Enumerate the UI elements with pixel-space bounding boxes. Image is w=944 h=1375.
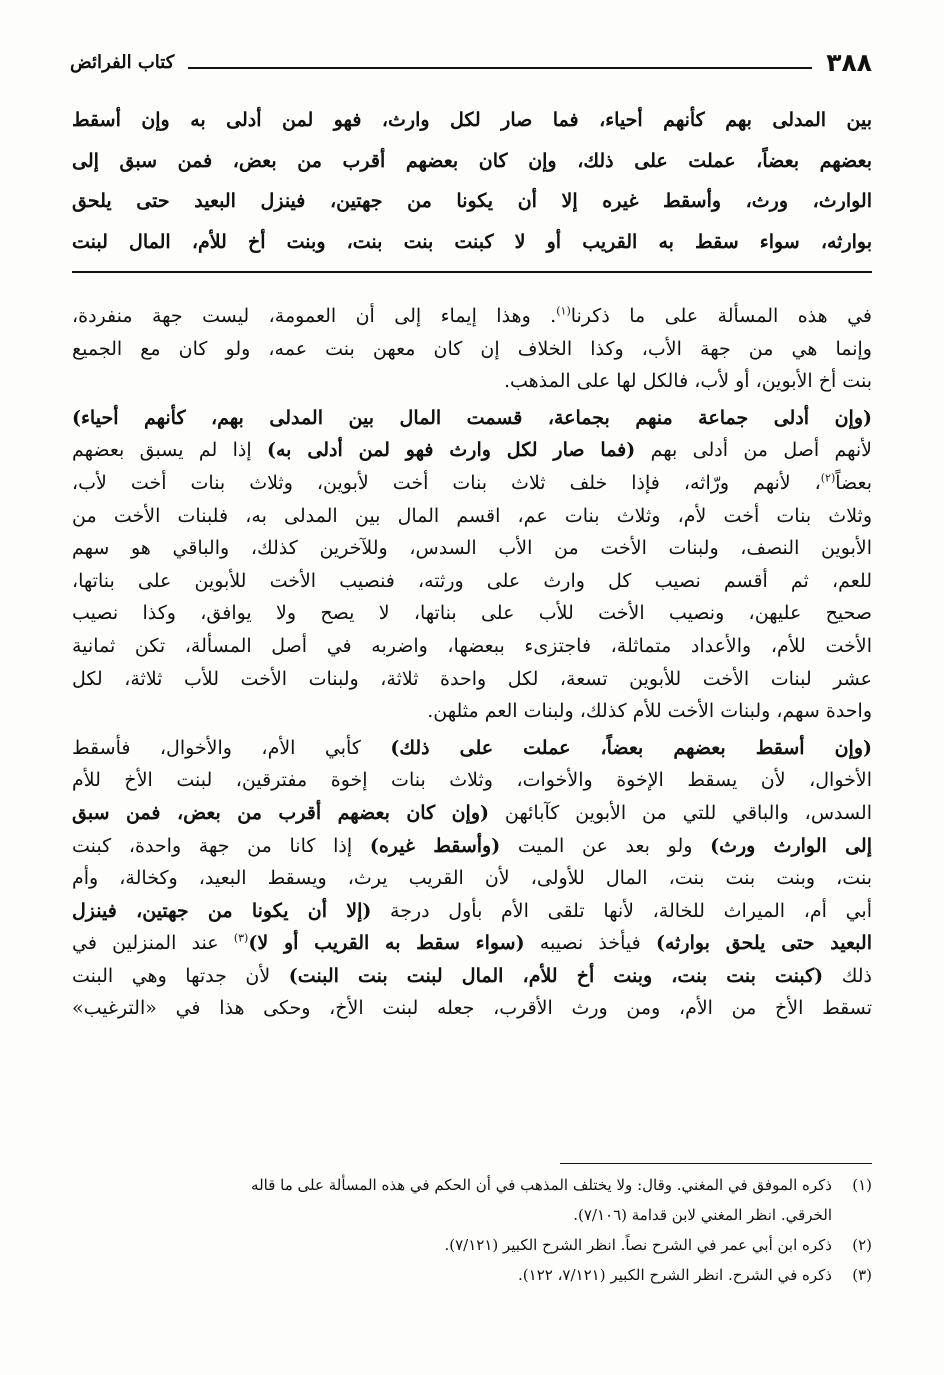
page-number: ٣٨٨ <box>826 48 872 77</box>
matn-text <box>72 100 872 262</box>
commentary-line: البعيد حتى يلحق بوارثه) فيأخذ نصيبه (سواء سقط به القريب أو لا)$^{(٣)}$ عند المنزلين في <box>72 931 872 955</box>
commentary-line: بعضاً$^{(٢)}$، لأنهم ورّاثه، فإذا خلف ثلاث بنات أخت لأبوين، وثلاث بنات أخت لأب، <box>72 471 872 494</box>
footnote-ref[interactable]: (١) <box>556 304 571 318</box>
footnote-ref[interactable]: (٢) <box>820 471 836 485</box>
matn-line: بوارثه، سواء سقط به القريب أو لا كبنت بنت بنت، وبنت أخ للأم، المال لبنت <box>72 230 872 253</box>
commentary-line: لأنهم أصل من أدلى بهم (فما صار لكل وارث فهو لمن أدلى به) إذا لم يسبق بعضهم <box>72 439 872 462</box>
commentary-line: الأبوين النصف، ولبنات الأخت من الأب السدس، وللآخرين كذلك، والباقي هو سهم <box>72 537 872 560</box>
footnote-rule <box>560 1163 872 1164</box>
running-title: كتاب الفرائض <box>70 52 175 73</box>
commentary-line: عشر لبنات الأخت للأبوين تسعة، لكل واحدة ثلاثة، ولبنات الأخت للأب ثلاثة، لكل <box>72 667 872 690</box>
commentary-text <box>72 300 872 1025</box>
footnote-2: (٢)ذكره ابن أبي عمر في الشرح نصاً. انظر الشرح الكبير (٧/١٢١). <box>444 1236 872 1254</box>
commentary-line: (وإن أسقط بعضهم بعضاً، عملت على ذلك) كأبي الأم، والأخوال، فأسقط <box>72 736 872 759</box>
quoted-matn-line: (وإن أدلى جماعة منهم بجماعة، قسمت المال بين المدلى بهم، كأنهم أحياء) <box>72 406 872 429</box>
commentary-line: صحيح عليهن، ونصيب الأخت للأب على بناتها، لا يصح ولا يوافق، وكذا نصيب <box>72 602 872 625</box>
matn-line: الوارث، ورث، وأسقط غيره إلا أن يكونا من جهتين، فينزل البعيد حتى يلحق <box>72 190 872 212</box>
commentary-line: وثلاث بنات أخت لأم، وثلاث بنات عم، اقسم المال بين المدلى به، فلبنات الأخت من <box>72 504 872 527</box>
commentary-line: للعم، ثم أقسم نصيب كل وارث على ورثته، فنصيب الأخت للأبوين على بناتها، <box>72 569 872 592</box>
commentary-line: إلى الوارث ورث) ولو بعد عن الميت (وأسقط غيره) إذا كانا من جهة واحدة، كبنت <box>72 834 872 857</box>
commentary-line: تسقط الأخ من الأم، ومن ورث الأقرب، جعله لبنت الأخ، وحكى هذا في «الترغيب» <box>72 997 872 1020</box>
footnote-ref[interactable]: (٣) <box>233 931 249 945</box>
footnote-1: (١)ذكره الموفق في المغني. وقال: ولا يختلف المذهب في أن الحكم في هذه المسألة على ما قاله <box>251 1176 872 1194</box>
commentary-line: أبي أم، الميراث للخالة، لأنها تلقى الأم بأول درجة (إلا أن يكونا من جهتين، فينزل <box>72 899 872 922</box>
page-header <box>70 48 872 84</box>
commentary-line: الأخوال، لأن يسقط الإخوة والأخوات، وثلاث بنات إخوة مفترقين، لبنت الأخ للأم <box>72 769 872 792</box>
footnotes <box>72 1170 872 1290</box>
commentary-line: بنت، وبنت بنت بنت، المال للأولى، لأن القريب يرث، ويسقط البعيد، وكخالة، وأم <box>72 867 872 890</box>
commentary-line: الأخت للأم، والأعداد متماثلة، فاجتزىء ببعضها، واضربه في أصل المسألة، تكن ثمانية <box>72 634 872 657</box>
commentary-line: السدس، والباقي للتي من الأبوين كآبائهن (وإن كان بعضهم أقرب من بعض، فمن سبق <box>72 801 872 824</box>
matn-line: بين المدلى بهم كأنهم أحياء، فما صار لكل وارث، فهو لمن أدلى به وإن أسقط <box>72 109 872 131</box>
footnote-1-cont: الخرقي. انظر المغني لابن قدامة (٧/١٠٦). <box>573 1206 832 1224</box>
header-rule <box>188 67 812 69</box>
commentary-line: ذلك (كبنت بنت بنت، وبنت أخ للأم، المال لبنت بنت البنت) لأن جدتها وهي البنت <box>72 964 872 987</box>
footnote-3: (٣)ذكره في الشرح. انظر الشرح الكبير (٧/١٢١، ١٢٢). <box>518 1266 872 1284</box>
matn-line: بعضهم بعضاً، عملت على ذلك، وإن كان بعضهم أقرب من بعض، فمن سبق إلى <box>72 149 872 172</box>
commentary-line: وإنما هي من جهة الأب، وكذا الخلاف إن كان معهن بنت عمه، ولو كان مع الجميع <box>72 337 872 360</box>
matn-divider <box>72 271 872 273</box>
commentary-line: واحدة سهم، ولبنات الأخت للأم كذلك، ولبنات العم مثلهن. <box>427 700 872 723</box>
commentary-line: في هذه المسألة على ما ذكرنا$^{(١)}$. وهذا إيماء إلى أن العمومة، ليست جهة منفردة، <box>72 304 872 327</box>
commentary-line: بنت أخ الأبوين، أو لأب، فالكل لها على المذهب. <box>503 370 872 393</box>
